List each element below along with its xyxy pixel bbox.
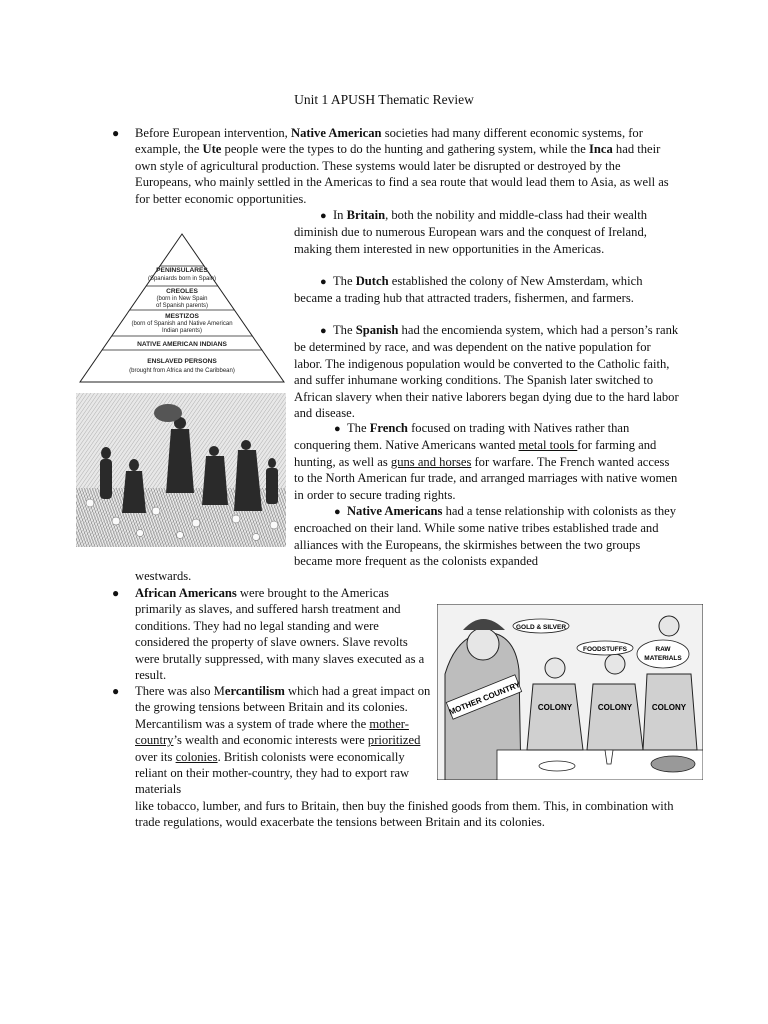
colony-label-3: COLONY <box>651 703 687 712</box>
bullet-french: ● <box>334 423 341 435</box>
french-paragraph: ● The French focused on trading with Natives rather than conquering them. Native Americans wanted metal tools for farming and hunting, as well as guns and horses for warfare. The French wanted access to the North American fur trade, and arranged marriages with native women in order to secure trading rights. <box>294 421 678 502</box>
natives-paragraph: ● Native Americans had a tense relationship with colonists as they encroached on their land. While some native tribes established trade and alliances with the Europeans, the skirmishes between the two groups became more frequent as the colonists expanded <box>294 504 677 569</box>
tier-1-sub: (Spaniards born in Spain) <box>147 276 217 282</box>
bullet-intro: ● <box>112 126 120 140</box>
bullet-spanish: ● <box>320 325 327 337</box>
bullet-african: ● <box>112 586 120 600</box>
bullet-dutch: ● <box>320 276 327 288</box>
cotton-field-engraving <box>76 393 286 547</box>
mother-country-label: MOTHER COUNTRY <box>447 679 522 717</box>
tier-1-title: PENINSULARES <box>156 267 208 274</box>
bullet-natives: ● <box>334 506 341 518</box>
natives-paragraph-end: westwards. <box>135 569 192 583</box>
casta-pyramid-diagram <box>76 232 288 384</box>
mercantilism-cartoon <box>437 604 703 780</box>
african-paragraph: African Americans were brought to the Americas primarily as slaves, and suffered harsh treatment and conditions. They had no legal standing and were considered the property of slave owners. Slave revolts were brutally suppressed, with many slaves executed as a result. <box>135 586 425 683</box>
tier-3-sub2: Indian parents) <box>161 328 203 334</box>
tier-5-sub: (brought from Africa and the Caribbean) <box>129 368 235 374</box>
britain-paragraph: ● In Britain, both the nobility and middle-class had their wealth diminish due to numerous European wars and the conquest of Ireland, making them interested in new opportunities in the Americas. <box>294 208 648 256</box>
foodstuffs-label: FOODSTUFFS <box>582 646 628 653</box>
page-title: Unit 1 APUSH Thematic Review <box>294 92 474 107</box>
colony-label-2: COLONY <box>597 703 633 712</box>
dutch-paragraph: ● The Dutch established the colony of New Amsterdam, which became a trading hub that attracted traders, fishermen, and farmers. <box>294 274 643 306</box>
spanish-paragraph: ● The Spanish had the encomienda system, which had a person’s rank be determined by race, and was dependent on the native population for labor. The indigenous population would be converted to the Catholic faith, and suffer inhumane working conditions. The Spanish later switched to African slavery when their native laborers began dying due to the hard labor and disease. <box>294 323 679 421</box>
colony-label-1: COLONY <box>537 703 573 712</box>
tier-4-title: NATIVE AMERICAN INDIANS <box>137 341 227 348</box>
tier-2-sub2: of Spanish parents) <box>155 303 209 309</box>
bullet-britain: ● <box>320 210 327 222</box>
tier-2-sub1: (born in New Spain <box>156 296 208 302</box>
mercantilism-paragraph-end: like tobacco, lumber, and furs to Britain, then buy the finished goods from them. This, in combination with trade regulations, would exacerbate the tensions between Britain and its colonies. <box>135 799 674 830</box>
intro-paragraph: Before European intervention, Native American societies had many different economic systems, for example, the Ute people were the types to do the hunting and gathering system, while the Inca had their own style of agricultural production. These systems would later be disrupted or destroyed by the Europeans, who mainly settled in the Americas to find a sea route that would lead them to Asia, as well as for better economic opportunities. <box>135 126 669 206</box>
tier-2-title: CREOLES <box>166 288 198 295</box>
tier-5-title: ENSLAVED PERSONS <box>147 358 217 365</box>
raw-label: RAW <box>655 646 671 653</box>
gold-silver-label: GOLD & SILVER <box>515 624 567 631</box>
tier-3-title: MESTIZOS <box>165 313 199 320</box>
bullet-mercantilism: ● <box>112 684 120 698</box>
materials-label: MATERIALS <box>644 655 682 662</box>
tier-3-sub1: (born of Spanish and Native American <box>131 321 233 327</box>
mercantilism-paragraph: There was also Mercantilism which had a great impact on the growing tensions between Britain and its colonies. Mercantilism was a system of trade where the mother-country’s wealth and economic interests were prioritized over its colonies. British colonists were economically reliant on their mother-country, they had to export raw materials <box>135 684 431 797</box>
